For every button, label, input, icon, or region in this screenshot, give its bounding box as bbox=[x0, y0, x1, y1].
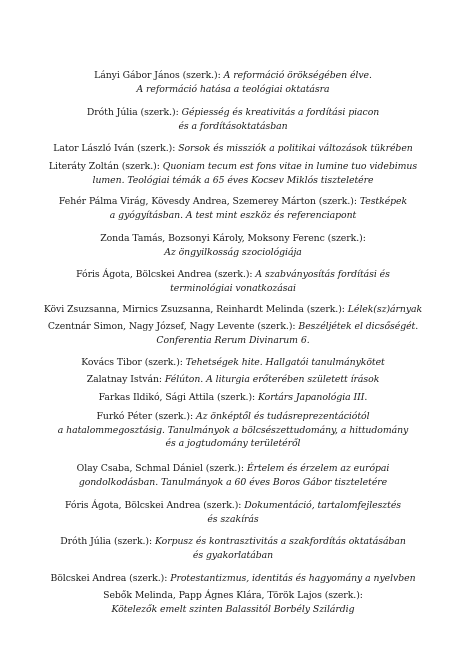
book-title: Sorsok és missziók a politikai változások tükrében bbox=[178, 143, 413, 154]
book-title: A reformáció örökségében élve. bbox=[223, 70, 372, 81]
author-editor: Olay Csaba, Schmal Dániel (szerk.): bbox=[76, 463, 247, 474]
book-entry bbox=[10, 391, 456, 405]
author-editor: Furkó Péter (szerk.): bbox=[96, 411, 196, 422]
book-title: Lélek(sz)árnyak bbox=[347, 304, 423, 315]
book-entry bbox=[10, 410, 456, 451]
book-title: gondolkodásban. Tanulmányok a 60 éves Boros Gábor tiszteletére bbox=[78, 476, 388, 488]
author-editor: Bölcskei Andrea (szerk.): bbox=[50, 573, 171, 584]
author-editor: Fóris Ágota, Bölcskei Andrea (szerk.): bbox=[76, 269, 256, 280]
book-title: Tehetségek hite. Hallgatói tanulmánykötet bbox=[185, 357, 385, 368]
book-title: A szabványosítás fordítási és bbox=[255, 269, 390, 280]
author-editor: Literáty Zoltán (szerk.): bbox=[48, 161, 163, 172]
book-entry bbox=[10, 106, 456, 133]
book-title: lumen. Teológiai témák a 65 éves Kocsev Miklós tiszteletére bbox=[92, 174, 374, 186]
book-title: Félúton. A liturgia erőterében született írások bbox=[164, 374, 380, 385]
book-title: és a jogtudomány területéről bbox=[165, 438, 301, 450]
book-entry bbox=[10, 303, 456, 317]
author-editor: Fóris Ágota, Bölcskei Andrea (szerk.): bbox=[65, 500, 245, 511]
author-editor: Sebők Melinda, Papp Ágnes Klára, Török Lajos (szerk.): bbox=[103, 590, 363, 601]
book-entry bbox=[10, 499, 456, 526]
book-entry bbox=[10, 462, 456, 489]
book-title: a gyógyításban. A test mint eszköz és referenciapont bbox=[109, 209, 357, 221]
book-entry bbox=[10, 373, 456, 387]
book-title: Kortárs Japanológia III. bbox=[258, 392, 368, 403]
author-editor: Kovács Tibor (szerk.): bbox=[81, 357, 186, 368]
author-editor: Lányi Gábor János (szerk.): bbox=[94, 70, 224, 81]
author-editor: Zalatnay István: bbox=[86, 374, 165, 385]
author-editor: Zonda Tamás, Bozsonyi Károly, Moksony Ferenc (szerk.): bbox=[100, 233, 366, 244]
book-title: és gyakorlatában bbox=[192, 549, 274, 561]
author-editor: Farkas Ildikó, Sági Attila (szerk.): bbox=[98, 392, 259, 403]
book-title: A reformáció hatása a teológiai oktatásra bbox=[136, 83, 330, 95]
book-entry bbox=[10, 320, 456, 347]
book-title: Quoniam tecum est fons vitae in lumine tuo videbimus bbox=[162, 161, 418, 172]
book-entry bbox=[10, 195, 456, 222]
author-editor: Fehér Pálma Virág, Kövesdy Andrea, Szemerey Márton (szerk.): bbox=[58, 196, 360, 207]
book-title: Az öngyilkosság szociológiája bbox=[164, 246, 302, 258]
book-title: Testképek bbox=[359, 196, 408, 207]
book-title: Protestantizmus, identitás és hagyomány a nyelvben bbox=[170, 573, 416, 584]
book-entry bbox=[10, 356, 456, 370]
book-title: Korpusz és kontrasztivitás a szakfordítás oktatásában bbox=[155, 536, 406, 547]
author-editor: Dróth Júlia (szerk.): bbox=[60, 536, 155, 547]
book-entry bbox=[10, 69, 456, 96]
book-title: Dokumentáció, tartalomfejlesztés bbox=[244, 500, 401, 511]
author-editor: Czentnár Simon, Nagy József, Nagy Levente (szerk.): bbox=[47, 321, 299, 332]
book-entry bbox=[10, 160, 456, 187]
book-title: Conferentia Rerum Divinarum 6. bbox=[156, 334, 310, 346]
author-editor: Lator László Iván (szerk.): bbox=[53, 143, 179, 154]
book-entry bbox=[10, 589, 456, 616]
book-entry bbox=[10, 142, 456, 156]
author-editor: Kövi Zsuzsanna, Mirnics Zsuzsanna, Reinhardt Melinda (szerk.): bbox=[43, 304, 348, 315]
book-entry bbox=[10, 535, 456, 562]
book-entry bbox=[10, 268, 456, 295]
book-title: a hatalommegosztásig. Tanulmányok a bölcsészettudomány, a hittudomány bbox=[57, 424, 409, 436]
book-title: és a fordításoktatásban bbox=[178, 120, 288, 132]
book-title: terminológiai vonatkozásai bbox=[170, 282, 296, 294]
book-title: Értelem és érzelem az európai bbox=[246, 463, 390, 474]
author-editor: Dróth Júlia (szerk.): bbox=[86, 107, 182, 118]
book-title: Gépiesség és kreativitás a fordítási piacon bbox=[181, 107, 380, 118]
book-title: és szakírás bbox=[207, 513, 259, 525]
book-title: Kötelezők emelt szinten Balassitól Borbély Szilárdig bbox=[111, 603, 355, 615]
book-title: Az önképtől és tudásreprezentációtól bbox=[195, 411, 370, 422]
book-entry bbox=[10, 232, 456, 259]
book-entry bbox=[10, 572, 456, 586]
book-title: Beszéljétek el dicsőségét. bbox=[298, 321, 419, 332]
